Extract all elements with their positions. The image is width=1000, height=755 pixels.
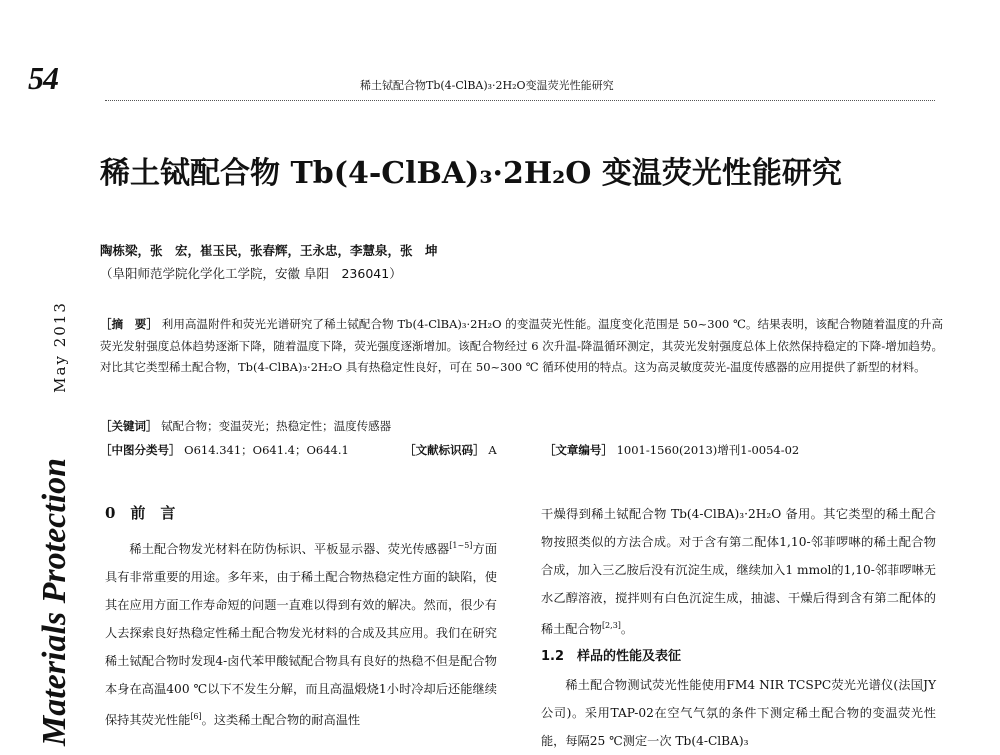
intro-text-1: 稀土配合物发光材料在防伪标识、平板显示器、荧光传感器 xyxy=(129,542,450,557)
section-heading-intro: 0 前 言 xyxy=(105,504,176,522)
section-heading-1-2: 1.2 样品的性能及表征 xyxy=(541,649,682,665)
citation-2-3: [2,3] xyxy=(601,621,621,630)
journal-sidebar xyxy=(36,301,74,746)
header-rule xyxy=(105,100,935,101)
keywords xyxy=(100,418,391,434)
article-no-text: 1001-1560(2013)增刊1-0054-02 xyxy=(616,443,800,457)
clc-label: ［中图分类号］ xyxy=(100,443,181,457)
journal-name: Materials Protection xyxy=(36,457,73,746)
synthesis-paragraph xyxy=(541,500,936,643)
affiliation: （阜阳师范学院化学化工学院，安徽 阜阳 236041） xyxy=(100,266,402,281)
citation-1-5: [1~5] xyxy=(449,541,473,550)
page-number: 54 xyxy=(28,60,58,96)
issue-date: May 2013 xyxy=(51,301,69,393)
intro-text-2: 方面具有非常重要的用途。多年来，由于稀土配合物热稳定性方面的缺陷，使其在应用方面工作寿命短的问题一直难以得到有效的解决。然而，很少有人去探索良好热稳定性稀土配合物发光材料的合成及其应用。我们在研究稀土铽配合物时发现4-卤代苯甲酸铽配合物具有良好的热稳不但是配合物本身在高温400 ℃以下不发生分解，而且高温煅烧1小时冷却后还能继续保持其荧光性能 xyxy=(105,542,498,728)
intro-paragraph xyxy=(105,532,497,734)
intro-text-3: 。这类稀土配合物的耐高温性 xyxy=(201,713,361,728)
clc-text: O614.341；O641.4；O644.1 xyxy=(184,443,349,457)
running-title: 稀土铽配合物Tb(4-ClBA)₃·2H₂O变温荧光性能研究 xyxy=(360,79,614,92)
paper-title: 稀土铽配合物 Tb(4-ClBA)₃·2H₂O 变温荧光性能研究 xyxy=(100,156,842,191)
citation-6: [6] xyxy=(190,712,202,722)
abstract-text: 利用高温附件和荧光光谱研究了稀土铽配合物 Tb(4-ClBA)₃·2H₂O 的变温荧光性能。温度变化范围是 50~300 ℃。结果表明，该配合物随着温度的升高荧光发射强度总体趋势逐渐下降，随着温度下降，荧光强度逐渐增加。该配合物经过 6 次升温-降温循环测定，其荧光发射强度总体上依然保持稳定的下降-增加趋势。对比其它类型稀土配合物，Tb(4-ClBA)₃·2H₂O 具有热稳定性良好，可在 50~300 ℃ 循环使用的特点。这为高灵敏度荧光-温度传感器的应用提供了新型的材料。 xyxy=(100,317,944,374)
abstract-label: ［摘 要］ xyxy=(100,317,158,331)
abstract xyxy=(100,314,943,379)
left-column xyxy=(105,532,497,734)
keywords-label: ［关键词］ xyxy=(100,419,158,433)
right-column xyxy=(541,500,936,755)
characterization-paragraph: 稀土配合物测试荧光性能使用FM4 NIR TCSPC荧光光谱仪(法国JY公司)。采用TAP-02在空气气氛的条件下测定稀土配合物的变温荧光性能，每隔25 ℃测定一次 Tb(4-ClBA)₃ xyxy=(541,678,936,749)
keywords-text: 铽配合物；变温荧光；热稳定性；温度传感器 xyxy=(161,419,392,433)
classification-line xyxy=(100,442,943,458)
doc-code-label: ［文献标识码］ xyxy=(404,443,485,457)
synthesis-text: 干燥得到稀土铽配合物 Tb(4-ClBA)₃·2H₂O 备用。其它类型的稀土配合物按照类似的方法合成。对于含有第二配体1,10-邻菲啰啉的稀土配合物合成，加入三乙胺后没有沉淀生成，继续加入1 mmol的1,10-邻菲啰啉无水乙醇溶液，搅拌则有白色沉淀生成，抽滤、干燥后得到含有第二配体的稀土配合物 xyxy=(541,507,936,637)
synthesis-tail: 。 xyxy=(620,622,634,637)
doc-code-text: A xyxy=(488,443,497,457)
author-list: 陶栋梁，张 宏，崔玉民，张春辉，王永忠，李慧泉，张 坤 xyxy=(100,243,438,258)
article-no-label: ［文章编号］ xyxy=(543,443,613,457)
